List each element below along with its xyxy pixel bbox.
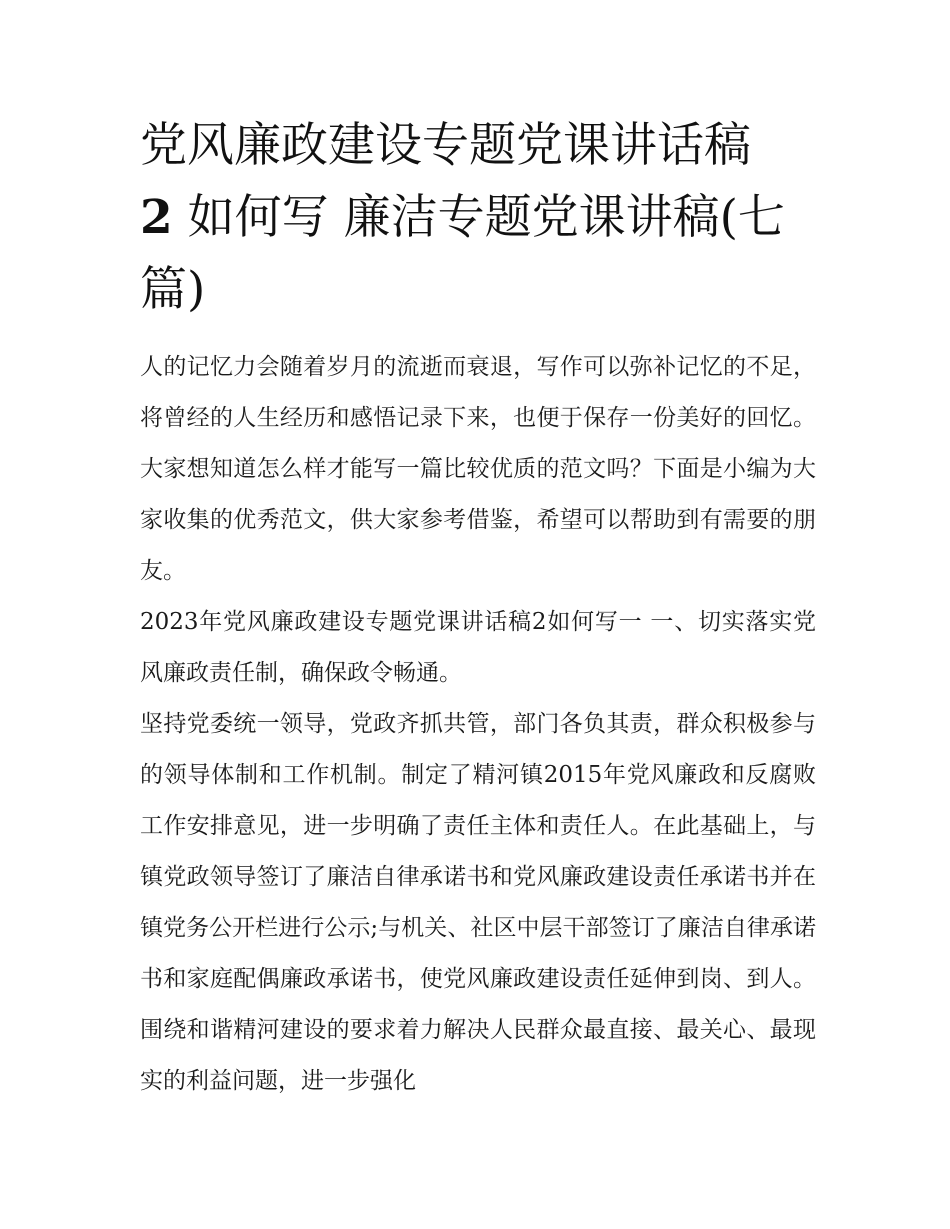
intro-paragraph: 人的记忆力会随着岁月的流逝而衰退，写作可以弥补记忆的不足，将曾经的人生经历和感悟记录下来，也便于保存一份美好的回忆。大家想知道怎么样才能写一篇比较优质的范文吗？下面是小编为大家收集的优秀范文，供大家参考借鉴，希望可以帮助到有需要的朋友。	[140, 354, 816, 584]
title-part-1: 党风廉政建设专题党课讲话稿	[140, 118, 751, 173]
document-title	[140, 110, 816, 326]
title-part-2: 如何写 廉洁专题党课讲稿(七篇)	[140, 190, 785, 317]
title-number: 2	[140, 190, 173, 245]
body-paragraph: 坚持党委统一领导，党政齐抓共管，部门各负其责，群众积极参与的领导体制和工作机制。制定了精河镇2015年党风廉政和反腐败工作安排意见，进一步明确了责任主体和责任人。在此基础上，与镇党政领导签订了廉洁自律承诺书和党风廉政建设责任承诺书并在镇党务公开栏进行公示;与机关、社区中层干部签订了廉洁自律承诺书和家庭配偶廉政承诺书，使党风廉政建设责任延伸到岗、到人。围绕和谐精河建设的要求着力解决人民群众最直接、最关心、最现实的利益问题，进一步强化	[140, 711, 816, 1094]
section-heading-paragraph: 2023年党风廉政建设专题党课讲话稿2如何写一 一、切实落实党风廉政责任制，确保政令畅通。	[140, 609, 816, 686]
document-body	[140, 110, 816, 1107]
